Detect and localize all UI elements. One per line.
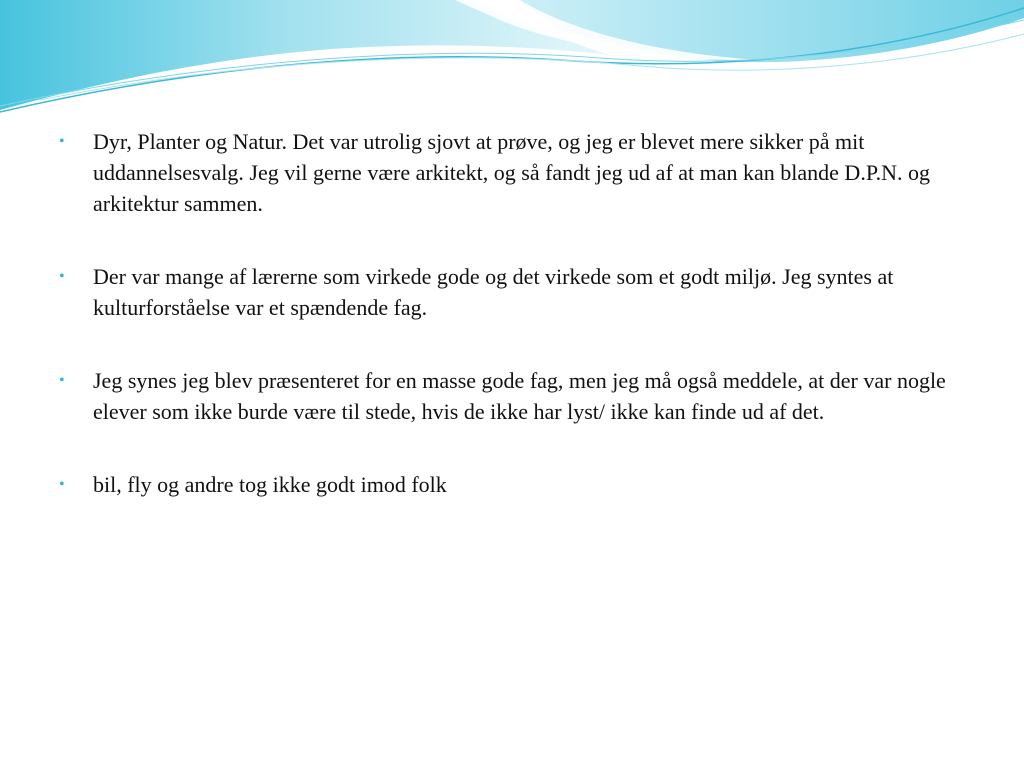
bullet-item-3 [56,365,976,427]
bullet-text-3: Jeg synes jeg blev præsenteret for en masse gode fag, men jeg må også meddele, at der var nogle elever som ikke burde være til stede, hvis de ikke har lyst/ ikke kan finde ud af det. [93,368,946,424]
bullet-item-1 [56,126,976,219]
bullet-text-1: Dyr, Planter og Natur. Det var utrolig sjovt at prøve, og jeg er blevet mere sikker på mit uddannelsesvalg. Jeg vil gerne være arkitekt, og så fandt jeg ud af at man kan blande D.P.N. og arkitektur sammen. [93,129,930,216]
bullet-item-2 [56,261,976,323]
bullet-dot-icon: • [59,268,65,285]
bullet-dot-icon: • [59,476,65,493]
bullet-text-2: Der var mange af lærerne som virkede gode og det virkede som et godt miljø. Jeg syntes at kulturforståelse var et spændende fag. [93,264,894,320]
wave-header-decoration [0,0,1024,120]
bullet-dot-icon: • [59,372,65,389]
bullet-item-4 [56,469,976,500]
bullet-list [56,126,976,542]
bullet-text-4: bil, fly og andre tog ikke godt imod folk [93,472,447,497]
bullet-dot-icon: • [59,133,65,150]
